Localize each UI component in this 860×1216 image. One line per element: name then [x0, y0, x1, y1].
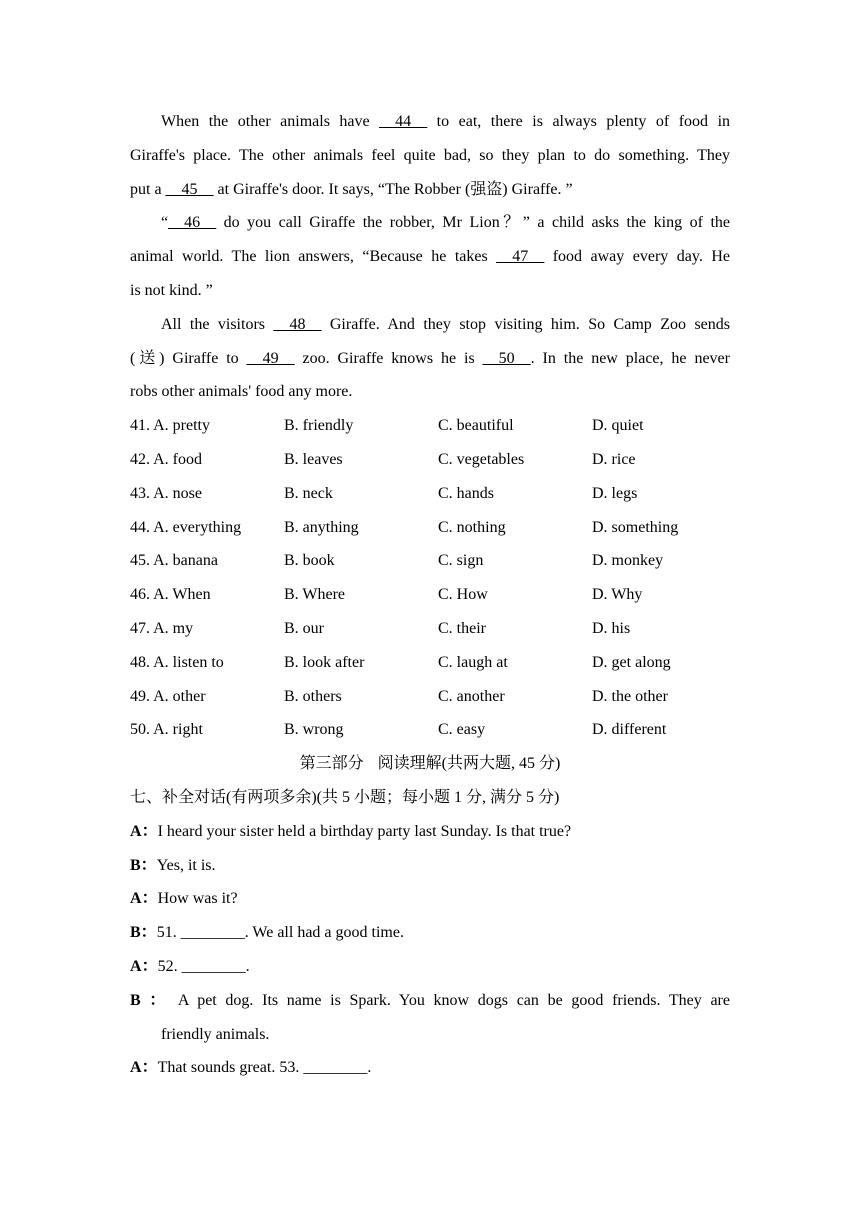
- option-c: C. nothing: [438, 518, 506, 536]
- option-c: C. another: [438, 687, 505, 705]
- document-content: [130, 105, 730, 1085]
- option-a: 42. A. food: [130, 450, 203, 468]
- blank-47: __47__: [496, 248, 545, 266]
- part-title: 阅读理解(共两大题, 45 分): [377, 755, 561, 773]
- speaker-label: A: [130, 890, 142, 908]
- option-c: C. hands: [438, 484, 494, 502]
- option-d: D. quiet: [592, 417, 644, 435]
- speaker-label: A: [130, 957, 142, 975]
- dialogue-line: A：How was it?: [130, 890, 238, 908]
- option-b: B. look after: [284, 653, 365, 671]
- option-b: B. friendly: [284, 417, 354, 435]
- passage-text: do you call Giraffe the robber, Mr Lion？” a child asks the king of the: [216, 214, 730, 232]
- option-d: D. different: [592, 721, 667, 739]
- blank-49: __49__: [246, 349, 295, 367]
- question-row: [130, 646, 730, 680]
- question-row: [130, 511, 730, 545]
- option-d: D. monkey: [592, 552, 664, 570]
- passage-text: to eat, there is always plenty of food in: [427, 113, 731, 130]
- option-a: 50. A. right: [130, 721, 203, 739]
- question-row: [130, 578, 730, 612]
- option-d: D. get along: [592, 653, 671, 671]
- dialogue-text: I heard your sister held a birthday party last Sunday. Is that true?: [157, 822, 572, 840]
- speaker-label: B: [130, 856, 141, 874]
- option-a: 41. A. pretty: [130, 417, 210, 435]
- option-c: C. beautiful: [438, 417, 514, 435]
- speaker-label: A: [130, 1059, 142, 1077]
- section-heading: [130, 747, 730, 781]
- blank-48: __48__: [273, 315, 322, 333]
- option-a: 47. A. my: [130, 619, 194, 637]
- passage-text: . In the new place, he never: [530, 349, 730, 367]
- passage-text: (送) Giraffe to: [130, 349, 247, 367]
- question-row: [130, 443, 730, 477]
- question-options: [130, 409, 730, 747]
- option-d: D. the other: [592, 687, 668, 705]
- option-b: B. leaves: [284, 450, 343, 468]
- option-d: D. his: [592, 619, 631, 637]
- passage-text: put a: [130, 180, 166, 198]
- question-row: [130, 713, 730, 747]
- option-c: C. vegetables: [438, 450, 525, 468]
- option-b: B. book: [284, 552, 335, 570]
- option-d: D. Why: [592, 586, 643, 604]
- dialogue-line: A：52. ________.: [130, 957, 250, 975]
- passage-text: at Giraffe's door. It says, “The Robber (强盗) Giraffe. ”: [213, 180, 573, 198]
- part-label: 第三部分: [299, 755, 364, 773]
- passage-line: [130, 342, 730, 376]
- dialogue-text: That sounds great. 53. ________.: [157, 1059, 372, 1077]
- speaker-label: B: [130, 991, 141, 1009]
- passage-text: animal world. The lion answers, “Because he takes: [130, 248, 497, 266]
- option-c: C. their: [438, 619, 486, 637]
- option-b: B. Where: [284, 586, 346, 604]
- dialogue-line: B ： A pet dog. Its name is Spark. You know dogs can be good friends. They are: [130, 991, 730, 1009]
- question-row: [130, 680, 730, 714]
- option-b: B. anything: [284, 518, 359, 536]
- option-a: 43. A. nose: [130, 484, 203, 502]
- sub-heading: 七、补全对话(有两项多余)(共 5 小题；每小题 1 分, 满分 5 分): [130, 788, 560, 806]
- passage-line: [130, 375, 730, 409]
- dialogue-text: A pet dog. Its name is Spark. You know dogs can be good friends. They are: [170, 991, 730, 1009]
- dialogue: [130, 815, 730, 1085]
- option-a: 46. A. When: [130, 586, 211, 604]
- dialogue-line: A：I heard your sister held a birthday party last Sunday. Is that true?: [130, 822, 572, 840]
- passage-line: [130, 240, 730, 274]
- dialogue-text: Yes, it is.: [156, 856, 216, 874]
- passage-text: Giraffe's place. The other animals feel quite bad, so they plan to do something. They: [130, 146, 730, 164]
- option-a: 45. A. banana: [130, 552, 218, 570]
- passage: [130, 105, 730, 409]
- option-d: D. rice: [592, 450, 636, 468]
- option-b: B. our: [284, 619, 324, 637]
- option-a: 44. A. everything: [130, 518, 242, 536]
- question-row: [130, 409, 730, 443]
- blank-45: __45__: [165, 180, 214, 198]
- question-row: [130, 612, 730, 646]
- passage-text: is not kind. ”: [130, 281, 213, 299]
- option-a: 49. A. other: [130, 687, 206, 705]
- dialogue-line: B：51. ________. We all had a good time.: [130, 924, 404, 942]
- passage-text: “: [161, 214, 169, 232]
- blank-44: __44__: [379, 113, 428, 130]
- question-row: [130, 477, 730, 511]
- passage-text: zoo. Giraffe knows he is: [294, 349, 483, 367]
- speaker-label: A: [130, 822, 142, 840]
- passage-line: [130, 139, 730, 173]
- speaker-label: B: [130, 924, 141, 942]
- blank-46: __46__: [168, 214, 217, 232]
- passage-text: When the other animals have: [161, 113, 380, 130]
- passage-line: [130, 308, 730, 342]
- passage-line: [130, 173, 730, 207]
- dialogue-line: B：Yes, it is.: [130, 856, 216, 874]
- passage-line: [130, 206, 730, 240]
- passage-text: All the visitors: [161, 315, 274, 333]
- dialogue-text: 52. ________.: [157, 957, 250, 975]
- option-b: B. wrong: [284, 721, 344, 739]
- dialogue-text: 51. ________. We all had a good time.: [156, 924, 404, 942]
- dialogue-line: A：That sounds great. 53. ________.: [130, 1059, 372, 1077]
- passage-line: [130, 274, 730, 308]
- question-row: [130, 544, 730, 578]
- option-d: D. something: [592, 518, 679, 536]
- option-a: 48. A. listen to: [130, 653, 224, 671]
- passage-text: Giraffe. And they stop visiting him. So Camp Zoo sends: [321, 315, 730, 333]
- option-b: B. neck: [284, 484, 333, 502]
- passage-text: food away every day. He: [544, 248, 730, 266]
- dialogue-line-continued: friendly animals.: [161, 1025, 270, 1043]
- passage-line: [130, 105, 730, 139]
- blank-50: __50__: [482, 349, 531, 367]
- option-b: B. others: [284, 687, 342, 705]
- option-c: C. How: [438, 586, 488, 604]
- option-c: C. easy: [438, 721, 486, 739]
- option-c: C. sign: [438, 552, 484, 570]
- option-c: C. laugh at: [438, 653, 508, 671]
- option-d: D. legs: [592, 484, 638, 502]
- dialogue-text: How was it?: [157, 890, 238, 908]
- passage-text: robs other animals' food any more.: [130, 383, 353, 401]
